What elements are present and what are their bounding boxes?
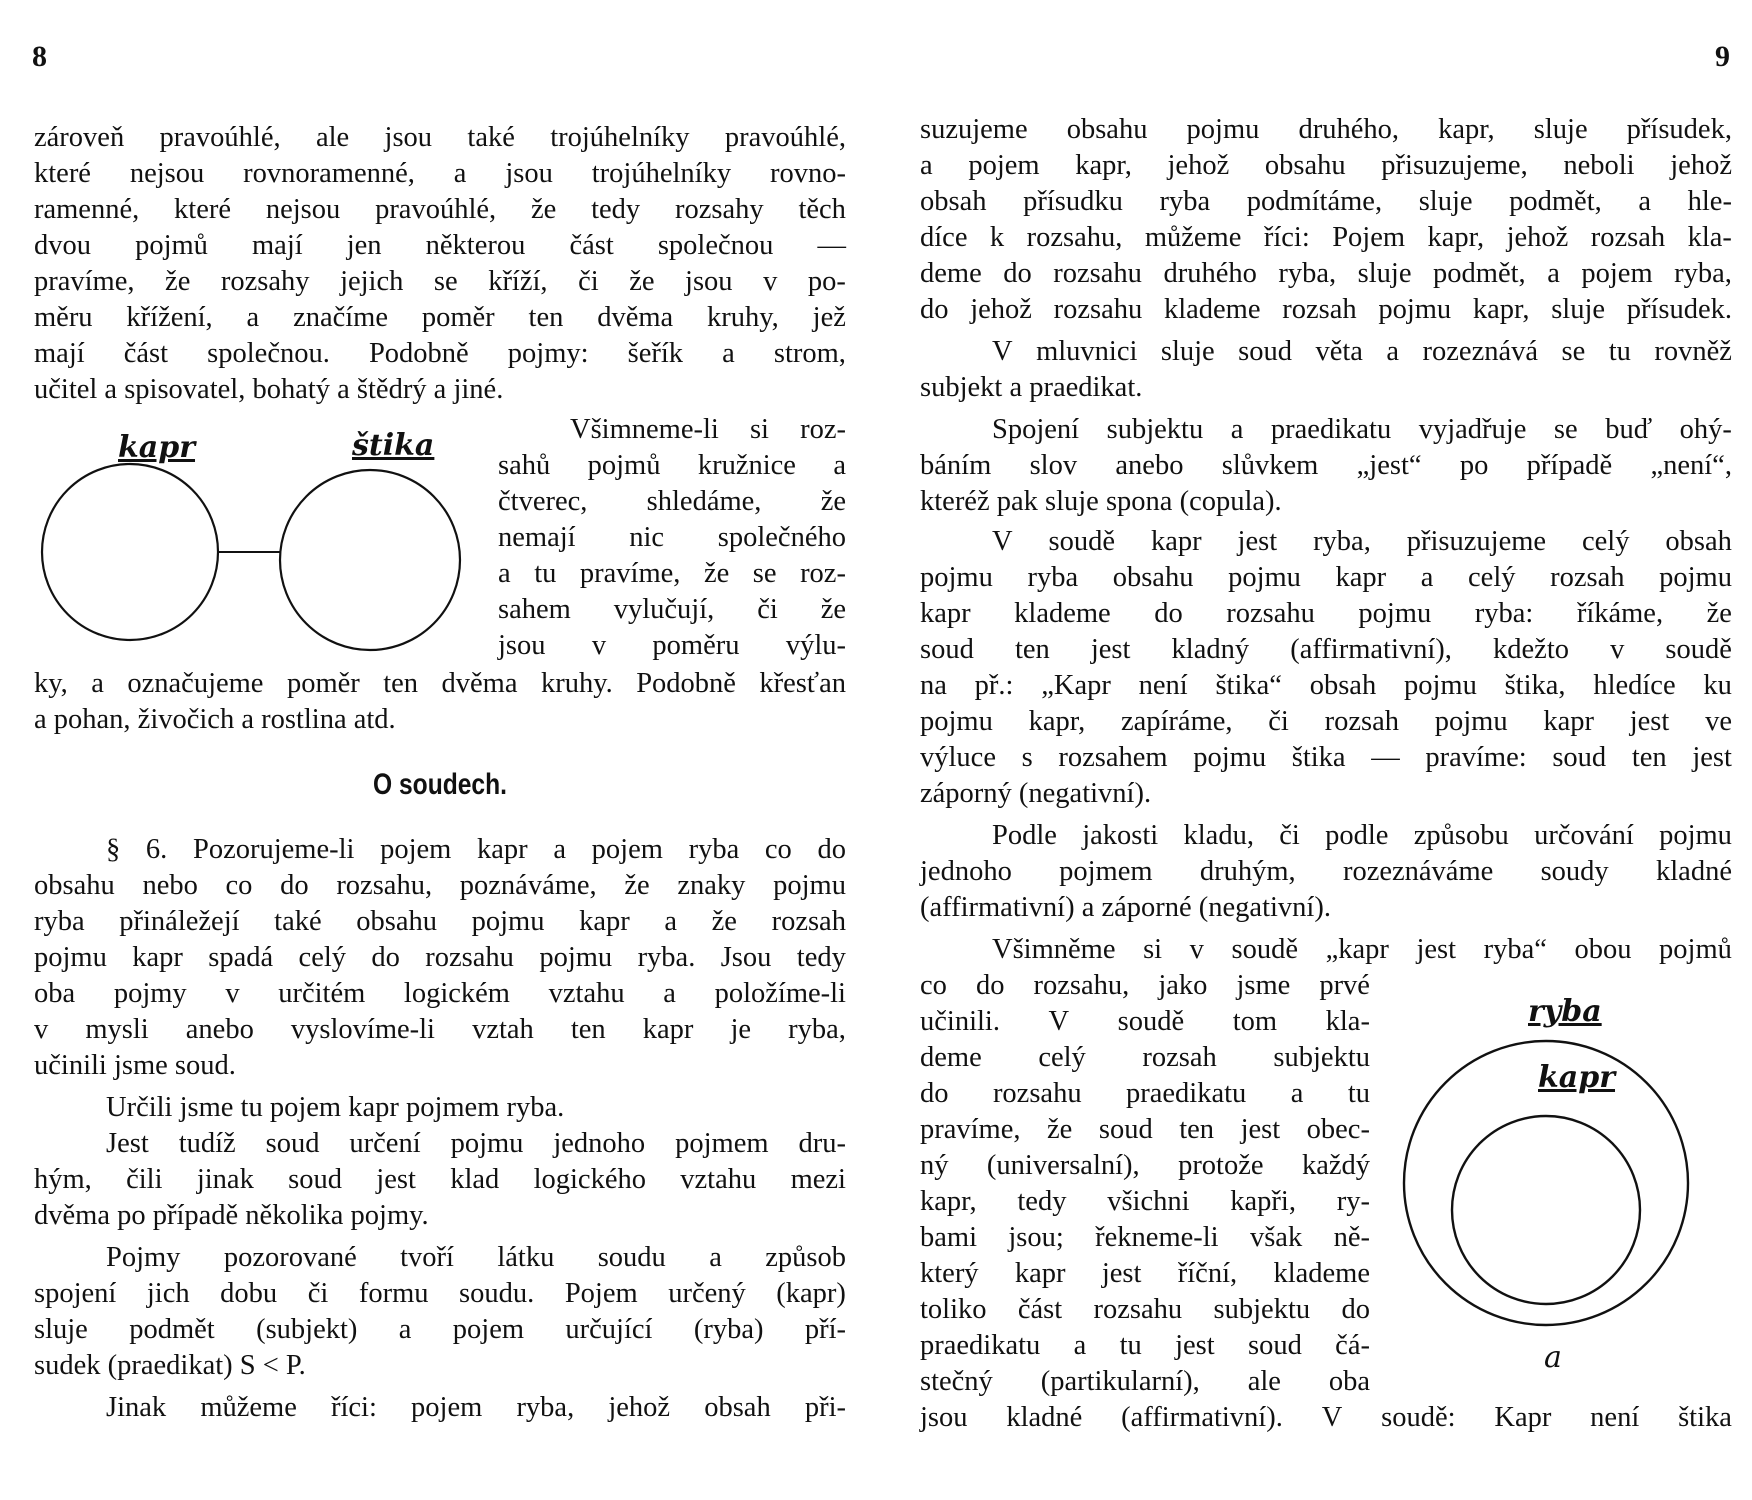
text-line: obsah přísudku ryba podmítáme, sluje podmět, a hle- — [920, 186, 1732, 217]
exclusion-diagram — [40, 460, 480, 680]
text-line: bami jsou; řekneme-li však ně- — [920, 1222, 1370, 1253]
text-line: sahem vylučují, či že — [498, 594, 846, 625]
text-line: které nejsou rovnoramenné, a jsou trojúhelníky rovno- — [34, 158, 846, 189]
text-line: sluje podmět (subjekt) a pojem určující (ryba) pří- — [34, 1314, 846, 1345]
text-line: stečný (partikularní), ale oba — [920, 1366, 1370, 1397]
text-line: do jehož rozsahu klademe rozsah pojmu kapr, sluje přísudek. — [920, 294, 1732, 325]
text-line: toliko část rozsahu subjektu do — [920, 1294, 1370, 1325]
section-heading: O soudech. — [373, 768, 507, 801]
text-line: báním slov anebo slůvkem „jest“ po případě „není“, — [920, 450, 1732, 481]
text-line: ramenné, které nejsou pravoúhlé, že tedy rozsahy těch — [34, 194, 846, 225]
text-line: Všimněme si v soudě „kapr jest ryba“ obou pojmů — [992, 934, 1732, 965]
text-line: deme celý rozsah subjektu — [920, 1042, 1370, 1073]
text-line: jednoho pojmem druhým, rozeznáváme soudy kladné — [920, 856, 1732, 887]
text-line: do rozsahu praedikatu a tu — [920, 1078, 1370, 1109]
text-line: Podle jakosti kladu, či podle způsobu určování pojmu — [992, 820, 1732, 851]
figure-label-kapr: kapr — [1538, 1060, 1616, 1095]
text-line: soud ten jest kladný (affirmativní), kdežto v soudě — [920, 634, 1732, 665]
text-line: ný (universalní), protože každý — [920, 1150, 1370, 1181]
text-line: ky, a označujeme poměr ten dvěma kruhy. Podobně křesťan — [34, 668, 846, 699]
text-line: učinili. V soudě tom kla- — [920, 1006, 1370, 1037]
text-line: § 6. Pozorujeme-li pojem kapr a pojem ryba co do — [106, 834, 846, 865]
text-line: Pojmy pozorované tvoří látku soudu a způsob — [106, 1242, 846, 1273]
text-line: pojmu kapr spadá celý do rozsahu pojmu ryba. Jsou tedy — [34, 942, 846, 973]
figure-label-stika: štika — [352, 428, 435, 463]
text-line: mají část společnou. Podobně pojmy: šeřík a strom, — [34, 338, 846, 369]
circle-kapr — [1452, 1116, 1640, 1304]
text-line: co do rozsahu, jako jsme prvé — [920, 970, 1370, 1001]
text-line: a tu pravíme, že se roz- — [498, 558, 846, 589]
text-line: sudek (praedikat) S < P. — [34, 1350, 306, 1381]
text-line: dvou pojmů mají jen některou část společnou — — [34, 230, 846, 261]
figure-label-ryba: ryba — [1528, 994, 1602, 1029]
text-line: pravíme, že rozsahy jejich se kříží, či že jsou v po- — [34, 266, 846, 297]
inclusion-diagram — [1396, 1028, 1696, 1328]
text-line: výluce s rozsahem pojmu štika — pravíme: soud ten jest — [920, 742, 1732, 773]
text-line: čtverec, shledáme, že — [498, 486, 846, 517]
text-line: zároveň pravoúhlé, ale jsou také trojúhelníky pravoúhlé, — [34, 122, 846, 153]
text-line: V soudě kapr jest ryba, přisuzujeme celý obsah — [992, 526, 1732, 557]
text-line: učitel a spisovatel, bohatý a štědrý a jiné. — [34, 374, 504, 405]
text-line: hým, čili jinak soud jest klad logického vztahu mezi — [34, 1164, 846, 1195]
text-line: a pojem kapr, jehož obsahu přisuzujeme, neboli jehož — [920, 150, 1732, 181]
page-number: 8 — [32, 40, 47, 73]
circle-ryba — [1404, 1041, 1688, 1325]
text-line: ryba přináležejí také obsahu pojmu kapr a že rozsah — [34, 906, 846, 937]
text-line: praedikatu a tu jest soud čá- — [920, 1330, 1370, 1361]
circle-stika — [280, 470, 460, 650]
text-line: díce k rozsahu, můžeme říci: Pojem kapr, jehož rozsah kla- — [920, 222, 1732, 253]
text-line: sahů pojmů kružnice a — [498, 450, 846, 481]
text-line: obsahu nebo co do rozsahu, poznáváme, že znaky pojmu — [34, 870, 846, 901]
figure-label-kapr: kapr — [118, 430, 196, 465]
text-line: Určili jsme tu pojem kapr pojmem ryba. — [106, 1092, 565, 1123]
text-line: a pohan, živočich a rostlina atd. — [34, 704, 396, 735]
text-line: pojmu ryba obsahu pojmu kapr a celý rozsah pojmu — [920, 562, 1732, 593]
text-line: dvěma po případě několika pojmy. — [34, 1200, 429, 1231]
text-line: Spojení subjektu a praedikatu vyjadřuje se buď ohý- — [992, 414, 1732, 445]
text-line: nemají nic společného — [498, 522, 846, 553]
text-line: učinili jsme soud. — [34, 1050, 236, 1081]
right-page — [876, 0, 1752, 1500]
figure-caption: a — [1544, 1340, 1562, 1375]
text-line: který kapr jest říční, klademe — [920, 1258, 1370, 1289]
page-number: 9 — [1715, 40, 1730, 73]
text-line: pojmu kapr, zapíráme, či rozsah pojmu kapr jest ve — [920, 706, 1732, 737]
text-line: kteréž pak sluje spona (copula). — [920, 486, 1282, 517]
text-line: záporný (negativní). — [920, 778, 1152, 809]
text-line: Všimneme-li si roz- — [570, 414, 846, 445]
text-line: na př.: „Kapr není štika“ obsah pojmu štika, hledíce ku — [920, 670, 1732, 701]
text-line: jsou v poměru výlu- — [498, 630, 846, 661]
circle-kapr — [42, 464, 218, 640]
text-line: jsou kladné (affirmativní). V soudě: Kapr není štika — [920, 1402, 1732, 1433]
text-line: subjekt a praedikat. — [920, 372, 1143, 403]
text-line: v mysli anebo vyslovíme-li vztah ten kapr je ryba, — [34, 1014, 846, 1045]
text-line: spojení jich dobu či formu soudu. Pojem určený (kapr) — [34, 1278, 846, 1309]
text-line: suzujeme obsahu pojmu druhého, kapr, sluje přísudek, — [920, 114, 1732, 145]
text-line: V mluvnici sluje soud věta a rozeznává se tu rovněž — [992, 336, 1732, 367]
text-line: Jinak můžeme říci: pojem ryba, jehož obsah při- — [106, 1392, 846, 1423]
text-line: Jest tudíž soud určení pojmu jednoho pojmem dru- — [106, 1128, 846, 1159]
text-line: oba pojmy v určitém logickém vztahu a položíme-li — [34, 978, 846, 1009]
text-line: kapr, tedy všichni kapři, ry- — [920, 1186, 1370, 1217]
text-line: (affirmativní) a záporné (negativní). — [920, 892, 1331, 923]
text-line: měru křížení, a značíme poměr ten dvěma kruhy, jež — [34, 302, 846, 333]
text-line: pravíme, že soud ten jest obec- — [920, 1114, 1370, 1145]
text-line: kapr klademe do rozsahu pojmu ryba: říkáme, že — [920, 598, 1732, 629]
text-line: deme do rozsahu druhého ryba, sluje podmět, a pojem ryba, — [920, 258, 1732, 289]
